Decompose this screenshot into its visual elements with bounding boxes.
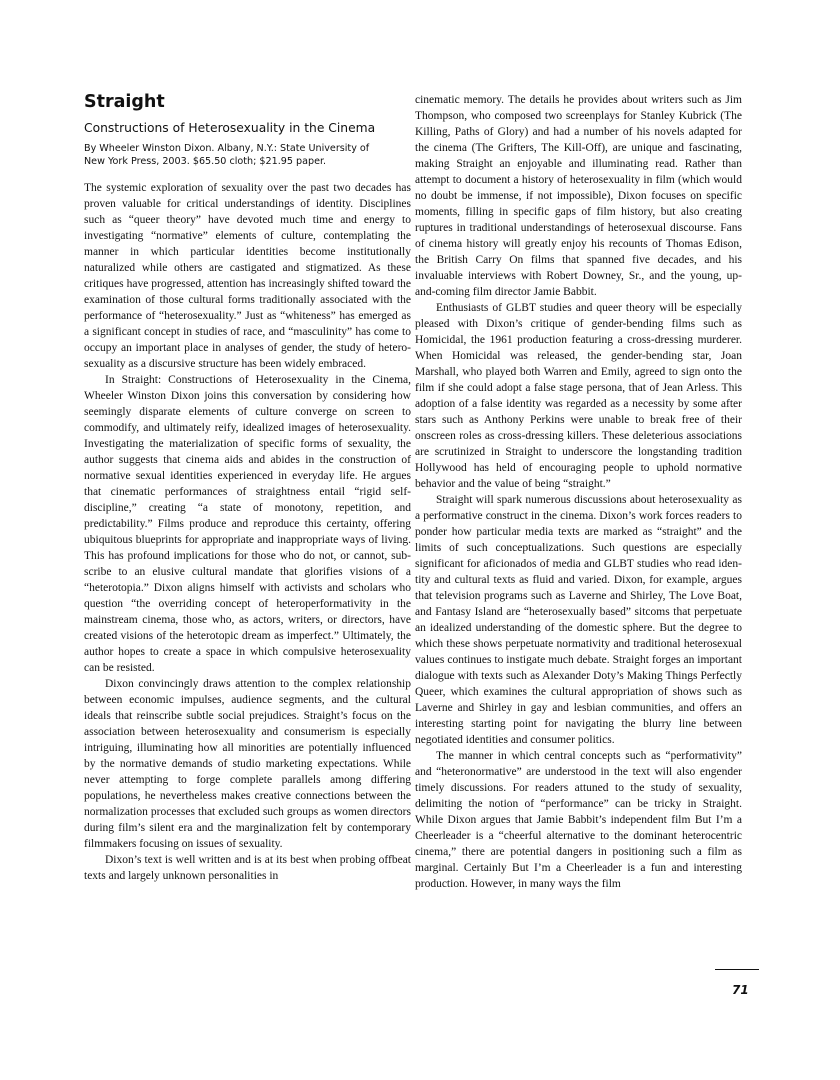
paragraph: In Straight: Constructions of Heterosexuality in the Cinema, Wheeler Winston Dixon joins this conversation by considering how seemingly disparate elements of culture converge on screen to commodify, and ultimately reify, idealized images of heterosexuality. Investigating the materialization of specific forms of sexuality, the author suggests that cinema aids and abides in the construction of normative sexual identities experienced in everyday life. He argues that cinematic performances of straightness entail “rigid self-discipline,” creating “a state of monotony, repetition, and predictability.” Films produce and reproduce this certainty, offering ubiquitous blueprints for appropriate and inappropriate ways of living. This has profound implications for those who do not, or cannot, subscribe to an elusive cultural mandate that glorifies visions of a “heterotopia.” Dixon aligns himself with activists and scholars who question “the overriding concept of heteroperformativity in the mainstream cinema, those who, as actors, writers, or directors, have created visions of the heterotopic dream as imperfect.” Ultimately, the author hopes to create a space in which compulsive heterosexuality can be resisted. [84, 373, 411, 674]
left-column [84, 92, 411, 884]
paragraph: Straight will spark numerous discussions about heterosexuality as a performative construct in the cinema. Dixon’s work forces readers to ponder how particular media texts are marked as “straight” and the limits of such conceptualizations. Such questions are especially significant for aficionados of media and GLBT studies who read identity and cultural texts as fluid and varied. Dixon, for example, argues that television programs such as Laverne and Shirley, The Love Boat, and Fantasy Island are “heterosexually based” sitcoms that perpetuate an idealized understanding of the domestic sphere. But the degree to which these shows perpetuate normativity and traditional heterosexual values continues to instigate much debate. Straight forges an important dialogue with texts such as Alexander Doty’s Making Things Perfectly Queer, which examines the cultural appropriation of shows such as Laverne and Shirley in gay and lesbian communities, and offers an interesting starting point for navigating the blurry line between negotiated identities and consumer politics. [415, 494, 742, 746]
paragraph: The manner in which central concepts such as “performativity” and “heteronormative” are understood in the text will also engender timely discussions. For readers attuned to the study of sexuality, delimiting the notion of “performance” can be tricky in Straight. While Dixon argues that Jamie Babbit’s independent film But I’m a Cheerleader is a “cheerful alternative to the dominant heterocentric cinema,” there are potential dangers in positioning such a film as marginal. Certainly But I’m a Cheerleader is a fun and interesting production. However, in many ways the film [415, 750, 742, 890]
paragraph: Dixon convincingly draws attention to the complex relationship between economic impulses, audience segments, and the cultural ideals that reinscribe subtle social prejudices. Straight’s focus on the association between heterosexuality and consumerism is especially intriguing, illuminating how all minorities are potentially influenced by the normative demands of studio marketing expectations. While never attempting to forge complete parallels among differing populations, he nevertheless makes creative connections between the normalization processes that excluded such groups as women directors during film’s silent era and the marginalization felt by contemporary filmmakers focusing on issues of sexuality. [84, 677, 411, 850]
review-subtitle: Constructions of Heterosexuality in the Cinema [84, 121, 376, 135]
paragraph: Enthusiasts of GLBT studies and queer theory will be especially pleased with Dixon’s critique of gender-bending films such as Homicidal, the 1961 production featuring a cross-dressing murderer. When Homicidal was released, the gender-bending star, Joan Marshall, who played both Warren and Emily, agreed to sign onto the film if she could adopt a false stage persona, that of Jean Arless. This adoption of a false identity was regarded as a necessity by some after stars such as Anthony Perkins were unable to break free of their onscreen roles as cross-dressing killers. These deleterious associations are scrutinized in Straight to underscore the longstanding tradition Hollywood has held of encouraging people to uphold normative behavior and the value of being “straight.” [415, 302, 742, 490]
footer-rule [715, 969, 759, 970]
right-column [415, 92, 742, 892]
paragraph: The systemic exploration of sexuality over the past two decades has proven valuable for critical understandings of identity. Disciplines such as “queer theory” have devoted much time and energy to investigating “normative” elements of culture, contemplating the manner in which particular identities become institutionally naturalized while others are castigated and stigmatized. As these critiques have progressed, attention has increasingly shifted toward the examination of those cultural forms traditionally associated with the performance of “heterosexuality.” Just as “whiteness” has emerged as a significant concept in studies of race, and “masculinity” has come to occupy an important place in analyses of gender, the study of heterosexuality as a discursive structure has been widely embraced. [84, 181, 411, 370]
page-number: 71 [732, 983, 749, 997]
review-title: Straight [84, 92, 165, 112]
paragraph: Dixon’s text is well written and is at its best when probing offbeat texts and largely unknown personalities in [84, 853, 411, 882]
paragraph: cinematic memory. The details he provides about writers such as Jim Thompson, who composed two screenplays for Stanley Kubrick (The Killing, Paths of Glory) and had a number of his novels adapted for the cinema (The Grifters, The Kill-Off), are unique and fascinating, making Straight an enjoyable and illuminating read. Rather than attempt to document a history of heterosexuality in film (which would no doubt be immense, if not impossible), Dixon focuses on specific moments, filling in specific gaps of film history, but also creating ruptures in traditional understandings of heterosexual discourse. Fans of cinema history will greatly enjoy his recounts of Thomas Edison, the British Carry On films that spanned five decades, and his invaluable interviews with Robert Downey, Sr., and the young, up-and-coming film director Jamie Babbit. [415, 94, 742, 298]
bibliographic-line [84, 142, 411, 169]
byline-line-1: By Wheeler Winston Dixon. Albany, N.Y.: State University of [84, 143, 370, 154]
byline-line-2: New York Press, 2003. $65.50 cloth; $21.95 paper. [84, 156, 327, 168]
